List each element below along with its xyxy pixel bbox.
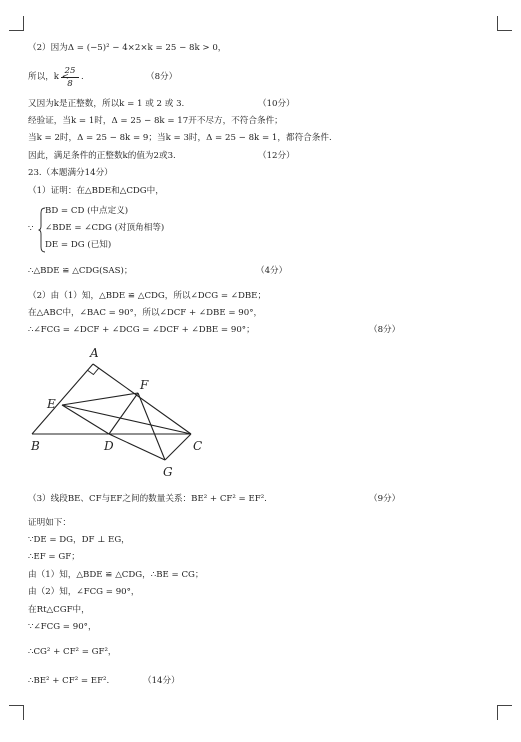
fraction-numerator: 25: [64, 66, 76, 76]
label-d: D: [104, 439, 114, 453]
text-line: 证明如下：: [28, 518, 71, 528]
label-a: A: [90, 346, 99, 360]
label-g: G: [163, 465, 173, 479]
label-f: F: [140, 378, 149, 392]
score-label: （8分）: [369, 325, 401, 335]
segment-ab: [32, 364, 93, 434]
label-e: E: [47, 397, 56, 411]
score-label: （4分）: [256, 266, 288, 276]
text-line: 由（1）知，△BDE ≌ △CDG，∴BE = CG；: [28, 570, 204, 580]
crop-mark-bottom-right: [497, 705, 512, 720]
segment-cg: [165, 434, 191, 460]
text-line: （1）证明：在△BDE和△CDG中，: [28, 186, 164, 196]
crop-mark-top-left: [9, 16, 24, 31]
fraction-trailing-period: .: [81, 72, 84, 82]
segment-ed: [62, 405, 109, 434]
text-line: 经验证，当k = 1时，Δ = 25 − 8k = 17开不尽方，不符合条件；: [28, 116, 283, 126]
text-line: ∴EF = GF；: [28, 552, 80, 562]
segment-fd: [109, 393, 138, 434]
text-line: （2）因为Δ = (−5)² − 4×2×k = 25 − 8k > 0，: [28, 43, 227, 53]
score-label: （10分）: [258, 99, 295, 109]
label-b: B: [31, 439, 40, 453]
text-line: 因此，满足条件的正整数k的值为2或3.: [28, 151, 176, 161]
text-line: ∴∠FCG = ∠DCF + ∠DCG = ∠DCF + ∠DBE = 90°；: [28, 325, 255, 335]
text-line: 当k = 2时，Δ = 25 − 8k = 9；当k = 3时，Δ = 25 − 8k = 1，都符合条件.: [28, 133, 332, 143]
text-line: ∠BDE = ∠CDG (对顶角相等): [45, 223, 165, 233]
text-line: ∴BE² + CF² = EF².: [28, 676, 110, 686]
fraction-25-over-8: [61, 66, 79, 89]
text-line: 23.（本题满分14分）: [28, 168, 113, 178]
text-line: ∴CG² + CF² = GF²，: [28, 647, 117, 657]
text-line: （3）线段BE、CF与EF之间的数量关系：BE² + CF² = EF².: [28, 494, 267, 504]
because-symbol: ∵: [28, 224, 34, 234]
fraction-denominator: 8: [67, 79, 73, 89]
crop-mark-bottom-left: [9, 705, 24, 720]
text-line: ∴△BDE ≌ △CDG(SAS)；: [28, 266, 133, 276]
text-line: 在Rt△CGF中，: [28, 605, 90, 615]
score-label: （8分）: [146, 72, 178, 82]
text-line: 又因为k是正整数，所以k = 1 或 2 或 3.: [28, 99, 185, 109]
score-label: （14分）: [143, 676, 180, 686]
fraction-bar: [61, 77, 79, 78]
text-line: 由（2）知，∠FCG = 90°，: [28, 587, 140, 597]
text-line: 在△ABC中，∠BAC = 90°，所以∠DCF + ∠DBE = 90°，: [28, 308, 263, 318]
score-label: （12分）: [258, 151, 295, 161]
score-label: （9分）: [369, 494, 401, 504]
label-c: C: [193, 439, 203, 453]
geometry-figure: [27, 342, 207, 482]
segment-ef: [62, 393, 138, 405]
text-line: ∵∠FCG = 90°，: [28, 622, 97, 632]
text-line: （2）由（1）知，△BDE ≌ △CDG，所以∠DCG = ∠DBE；: [28, 291, 267, 301]
text-line: DE = DG (已知): [45, 240, 112, 250]
text-line: BD = CD (中点定义): [45, 206, 129, 216]
text-line: ∵DE = DG，DF ⊥ EG，: [28, 535, 130, 545]
text-line: 所以，k <: [28, 72, 69, 82]
crop-mark-top-right: [497, 16, 512, 31]
